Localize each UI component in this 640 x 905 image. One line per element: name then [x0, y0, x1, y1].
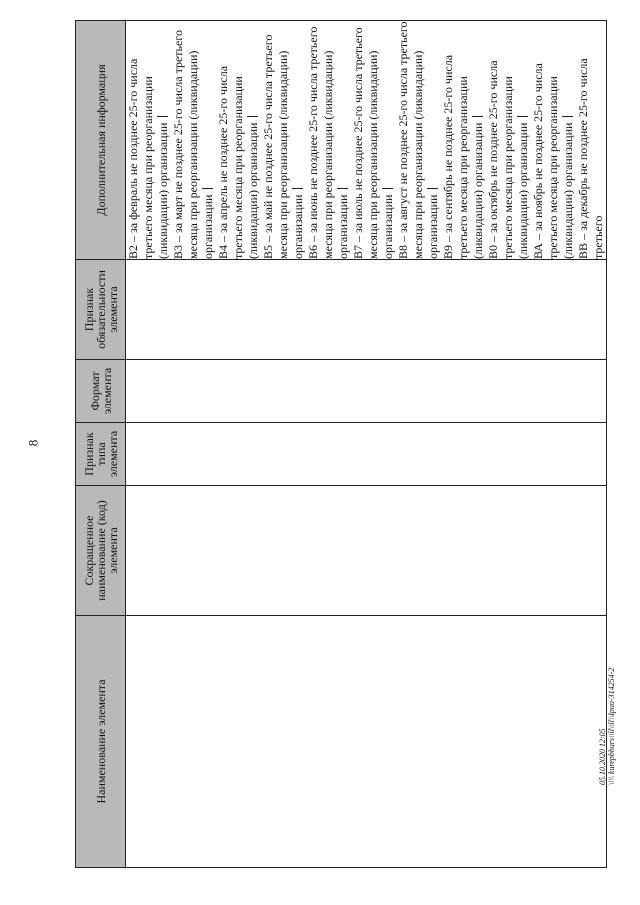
entry-code: В0 — [486, 244, 500, 259]
cell-element-required — [126, 260, 607, 360]
page-number: 8 — [25, 439, 41, 447]
separator-mark — [202, 188, 213, 189]
separator-mark — [517, 116, 528, 117]
cell-element-type — [126, 423, 607, 486]
header-element-format: Формат элемента — [76, 360, 126, 423]
entry-code: В6 — [306, 244, 320, 259]
header-element-code: Сокращенное наименование (код) элемента — [76, 486, 126, 616]
separator-mark — [562, 116, 573, 117]
stamp-path: \\\\ kurepbhurs\\ll\\ll\\Ipuu-314254-2 — [607, 667, 616, 785]
entry-code: ВА — [531, 243, 545, 259]
table-row — [126, 21, 607, 868]
entry-text: – за февраль не позднее 25-го числа третьего месяца при реорганизации (ликвидации) организации — [126, 58, 170, 259]
entry-text: – за апрель не позднее 25-го числа третьего месяца при реорганизации (ликвидации) организации — [216, 65, 260, 259]
entry-text: – за декабрь не позднее 25-го числа третьего — [576, 58, 605, 259]
header-element-name: Наименование элемента — [76, 616, 126, 868]
entry-text: – за август не позднее 25-го числа третьего месяца при реорганизации (ликвидации) организации — [396, 21, 440, 259]
entry-code: ВВ — [576, 242, 590, 259]
info-entry — [351, 21, 396, 259]
entry-code: В8 — [396, 244, 410, 259]
cell-additional-info — [126, 21, 607, 260]
info-entry — [126, 21, 171, 259]
element-table — [75, 20, 607, 868]
cell-element-name — [126, 616, 607, 868]
header-element-type: Признак типа элемента — [76, 423, 126, 486]
info-entry — [531, 21, 576, 259]
info-entry — [396, 21, 441, 259]
entry-text: – за март не позднее 25-го числа третьего месяца при реорганизации (ликвидации) организации — [171, 30, 215, 259]
entry-text: – за октябрь не позднее 25-го числа третьего месяца при реорганизации (ликвидации) организации — [486, 60, 530, 259]
cell-element-format — [126, 360, 607, 423]
entry-text: – за май не позднее 25-го числа третьего месяца при реорганизации (ликвидации) организации — [261, 34, 305, 259]
separator-mark — [427, 188, 438, 189]
separator-mark — [472, 116, 483, 117]
header-additional-info: Дополнительная информация — [76, 21, 126, 260]
info-entry — [486, 21, 531, 259]
info-entry — [441, 21, 486, 259]
separator-mark — [157, 116, 168, 117]
entry-code: В3 — [171, 244, 185, 259]
entry-code: В9 — [441, 244, 455, 259]
info-entry — [576, 21, 606, 259]
info-entry — [216, 21, 261, 259]
entry-code: В7 — [351, 244, 365, 259]
entry-text: – за июль не позднее 25-го числа третьего месяца при реорганизации (ликвидации) организации — [351, 27, 395, 259]
entry-code: В2 — [126, 244, 140, 259]
info-entry — [306, 21, 351, 259]
entry-code: В5 — [261, 244, 275, 259]
cell-element-code — [126, 486, 607, 616]
header-element-required: Признак обязательности элемента — [76, 260, 126, 360]
separator-mark — [247, 116, 258, 117]
table-header-row — [76, 21, 126, 868]
separator-mark — [382, 188, 393, 189]
entry-text: – за июнь не позднее 25-го числа третьего месяца при реорганизации (ликвидации) организации — [306, 26, 350, 259]
stamp-datetime: 05.10.2020 12:05 — [598, 728, 607, 785]
entry-text: – за ноябрь не позднее 25-го числа третьего месяца при реорганизации (ликвидации) организации — [531, 63, 575, 259]
separator-mark — [292, 188, 303, 189]
entry-code: В4 — [216, 244, 230, 259]
info-entry — [261, 21, 306, 259]
entry-text: – за сентябрь не позднее 25-го числа третьего месяца при реорганизации (ликвидации) организации — [441, 54, 485, 259]
separator-mark — [337, 188, 348, 189]
print-stamp — [598, 665, 616, 785]
info-entry — [171, 21, 216, 259]
